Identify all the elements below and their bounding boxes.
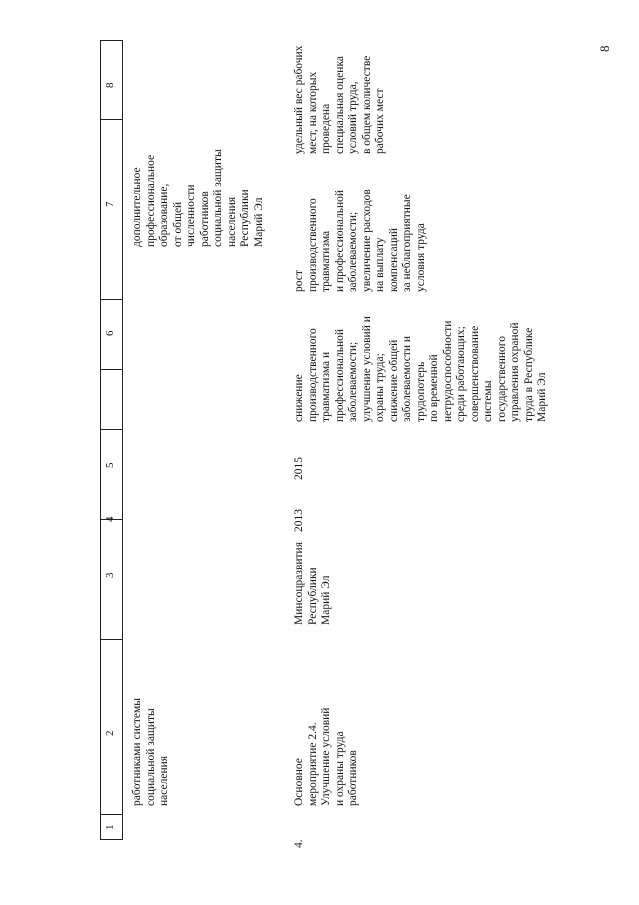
row4-consequences: рост производственного травматизма и профессиональной заболеваемости; увеличение расходов на выплату компенсаций за неблагоприятные условия труда (293, 189, 427, 292)
header-number-7: 7 (104, 201, 116, 207)
header-number-5: 5 (104, 462, 116, 468)
header-bottom-border (122, 40, 123, 840)
continuation-col2: работниками системы социальной защиты населения (131, 698, 170, 806)
col-divider (100, 119, 122, 120)
row4-number: 4. (293, 839, 305, 848)
table-top-border (100, 40, 101, 840)
col-divider (100, 299, 122, 300)
row4-expected-result: снижение производственного травматизма и профессиональной заболеваемости; улучшение условий и охраны труда; снижение общей заболеваемости и трудопотерь по временной нетрудоспособности среди работающих; совершенствование системы государственного управления охраной труда в Республике Марий Эл (293, 316, 548, 422)
rotated-table (100, 40, 639, 848)
row4-end-year: 2015 (293, 457, 305, 480)
row4-start-year: 2013 (293, 509, 305, 532)
header-number-8: 8 (104, 82, 116, 88)
page-number: 8 (597, 45, 612, 52)
col-divider (100, 369, 122, 370)
row4-executor: Минсоцразвития Республики Марий Эл (293, 542, 332, 625)
header-number-1: 1 (104, 824, 116, 830)
row4-indicator: удельный вес рабочих мест, на которых проведена специальная оценка условий труда, в общем количестве рабочих мест (293, 45, 386, 154)
header-number-4: 4 (104, 516, 116, 522)
row4-activity: Основное мероприятие 2.4. Улучшение условий и охраны труда работников (293, 707, 359, 806)
col-divider (100, 639, 122, 640)
header-number-2: 2 (104, 730, 116, 736)
header-number-6: 6 (104, 330, 116, 336)
col-divider (100, 814, 122, 815)
col-divider (100, 839, 122, 840)
header-number-3: 3 (104, 572, 116, 578)
col-divider (100, 429, 122, 430)
col-divider (100, 40, 122, 41)
continuation-col8: дополнительное профессиональное образование, от общей численности работников социальной защиты населения Республики Марий Эл (131, 149, 265, 247)
